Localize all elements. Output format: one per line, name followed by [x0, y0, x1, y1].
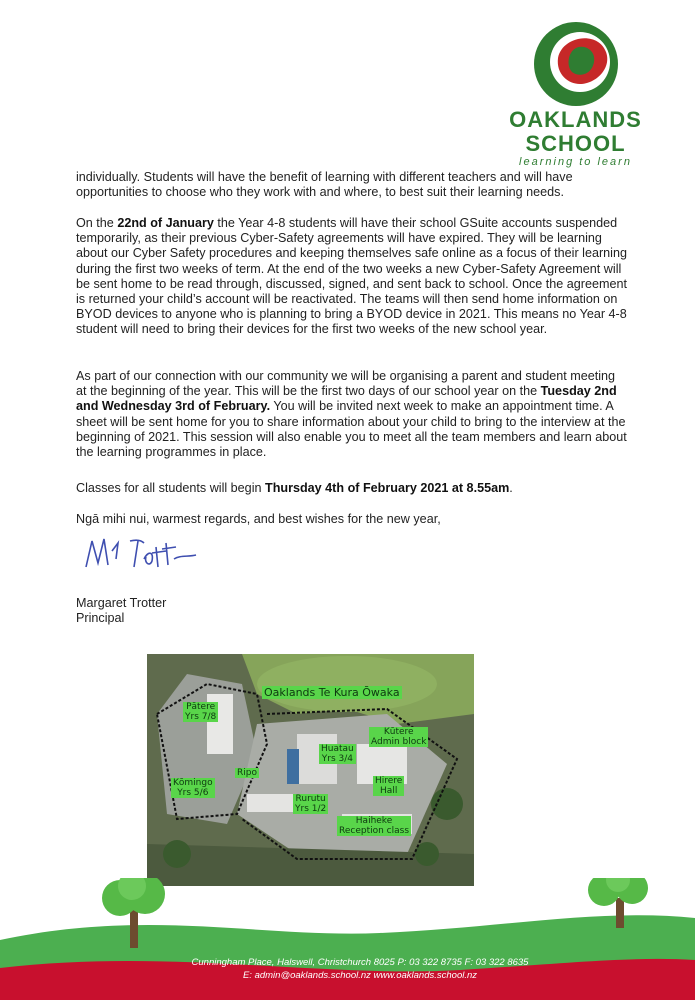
signoff-block — [76, 596, 166, 626]
logo-name-line2: SCHOOL — [525, 131, 626, 156]
map-label-ripo: Ripo — [237, 768, 257, 778]
map-label-komingo: Kōmingo Yrs 5/6 — [173, 778, 213, 798]
school-aerial-map — [147, 654, 474, 886]
map-label-kutere: Kūtere Admin block — [371, 727, 427, 747]
school-logo — [488, 18, 668, 168]
oak-leaf-emblem-icon — [488, 18, 668, 110]
principal-name: Margaret Trotter — [76, 596, 167, 610]
paragraph-cyber-safety: On the 22nd of January the Year 4-8 students will have their school GSuite accounts suspended temporarily, as their previous Cyber-Safety agreements will have expired. They will be learning about our Cyber Safety procedures and keeping themselves safe online as a focus of their learning during the first two weeks of term. At the end of the two weeks a new Cyber-Safety Agreement will be sent home to be read through, discussed, signed, and sent back to school. Once the agreement is returned your child’s account will be reactivated. The teams will then send home information on BYOD devices to anyone who is planning to bring a BYOD device in 2021. This means no Year 4-8 student will need to bring their devices for the first two weeks of the new school year. — [76, 216, 627, 337]
footer-hills-trees-icon — [0, 878, 695, 1000]
map-label-haiheke: Haiheke Reception class — [339, 816, 410, 836]
paragraph-meeting: As part of our connection with our community we will be organising a parent and student meeting at the beginning of the year. This will be the first two days of our school year on the Tuesday 2nd and Wednesday 3rd of February. You will be invited next week to make an appointment time. A sheet will be sent home for you to share information about your child to bring to the interview at the beginning of 2021. This session will also enable you to meet all the team members and learn about the learning programmes in place. — [76, 369, 627, 460]
map-label-hirere: Hirere Hall — [375, 776, 403, 796]
logo-name-line1: OAKLANDS — [509, 107, 642, 132]
date-highlight: Thursday 4th of February 2021 at 8.55am — [265, 481, 510, 495]
footer-contact: E: admin@oaklands.school.nz www.oaklands.school.nz — [242, 970, 478, 981]
paragraph-closing: Ngā mihi nui, warmest regards, and best wishes for the new year, — [76, 512, 441, 526]
date-highlight: Tuesday 2nd and Wednesday 3rd of February. — [76, 384, 617, 414]
map-label-patere: Pātere Yrs 7/8 — [185, 702, 217, 722]
signature-scribble-icon — [78, 533, 208, 575]
footer — [0, 878, 695, 1000]
map-title: Oaklands Te Kura Ōwaka — [264, 686, 400, 699]
signature — [78, 533, 208, 575]
paragraph-classes-begin: Classes for all students will begin Thursday 4th of February 2021 at 8.55am. — [76, 481, 513, 495]
map-label-huatau: Huatau Yrs 3/4 — [321, 744, 354, 764]
date-highlight: 22nd of January — [117, 216, 214, 230]
logo-tagline: learning to learn — [519, 156, 632, 168]
map-label-rurutu: Rurutu Yrs 1/2 — [295, 794, 327, 814]
principal-title: Principal — [76, 611, 125, 626]
footer-address: Cunningham Place, Halswell, Christchurch 8025 P: 03 322 8735 F: 03 322 8635 — [191, 957, 529, 968]
paragraph-continuation: individually. Students will have the benefit of learning with different teachers and will have opportunities to choose who they work with and where, to best suit their learning needs. — [76, 170, 573, 200]
